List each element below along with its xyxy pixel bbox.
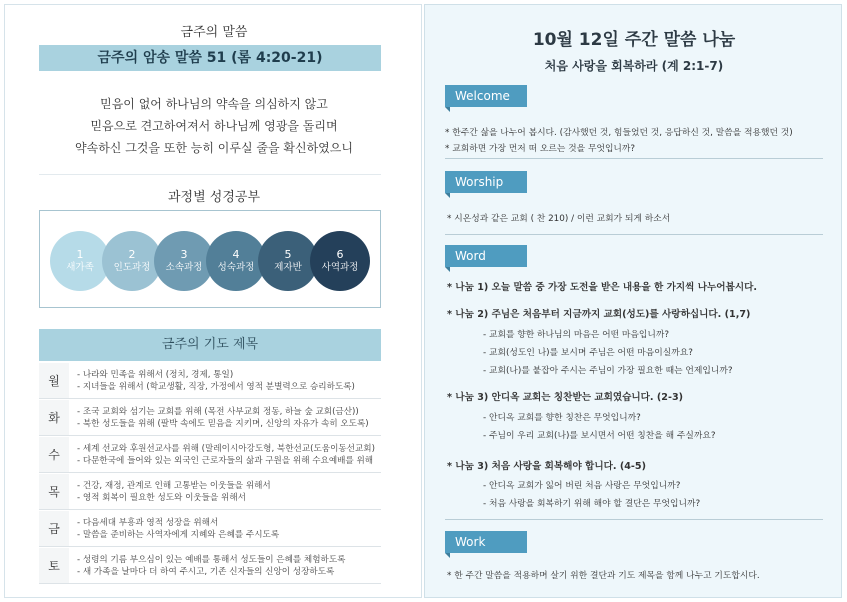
course-circle: 3 소속과정 (154, 231, 214, 291)
course-box (39, 210, 381, 308)
prayer-text: - 건강, 재정, 관계로 인해 고통받는 이웃들을 위해서 - 영적 회복이 필요한 성도와 이웃들을 위해서 (77, 480, 271, 503)
prayer-day: 토 (39, 548, 69, 583)
prayer-row (39, 474, 381, 510)
verse-line: 약속하신 그것을 또한 능히 이루실 줄을 확신하였으니 (75, 141, 353, 155)
prayer-day: 화 (39, 400, 69, 435)
word-subquestion: - 교회(성도인 나)를 보시며 주님은 어떤 마음이실까요? (483, 348, 693, 358)
prayer-text: - 세계 선교와 후원선교사를 위해 (말레이시아강도형, 북한선교(도움이동선교회) - 다문한국에 들어와 있는 외국인 근로자들의 삶과 구원을 위해 수요예배를 위해 (77, 443, 375, 466)
welcome-line: * 교회하면 가장 먼저 떠 오르는 것을 무엇입니까? (445, 144, 636, 154)
word-tag: Word (445, 245, 527, 267)
word-subquestion: - 주님이 우리 교회(나)를 보시면서 어떤 칭찬을 해 주실까요? (483, 431, 716, 441)
welcome-line: * 한주간 삶을 나누어 봅시다. (감사했던 것, 힘들었던 것, 응답하신 것, 말씀을 적용했던 것) (445, 128, 793, 138)
divider (445, 158, 823, 159)
left-panel (4, 4, 422, 598)
worship-line: * 시온성과 같은 교회 ( 찬 210) / 이런 교회가 되게 하소서 (447, 214, 671, 224)
word-question: * 나눔 3) 처음 사랑을 회복해야 합니다. (4-5) (447, 461, 646, 472)
word-subquestion: - 처음 사랑을 회복하기 위해 해야 할 결단은 무엇입니까? (483, 499, 701, 509)
prayer-row (39, 511, 381, 547)
prayer-day: 수 (39, 437, 69, 472)
memory-verse-bar: 금주의 암송 말씀 51 (롬 4:20-21) (39, 45, 381, 71)
course-circle: 2 인도과정 (102, 231, 162, 291)
course-circle: 4 성숙과정 (206, 231, 266, 291)
divider (445, 234, 823, 235)
word-question: * 나눔 1) 오늘 말씀 중 가장 도전을 받은 내용을 한 가지씩 나누어봅시다. (447, 282, 758, 293)
prayer-title: 금주의 기도 제목 (39, 329, 381, 361)
prayer-text: - 다음세대 부흥과 영적 성장을 위해서 - 말씀을 준비하는 사역자에게 지혜와 은혜를 주시도록 (77, 517, 280, 540)
prayer-row (39, 548, 381, 584)
worship-tag: Worship (445, 171, 527, 193)
word-subquestion: - 교회를 향한 하나님의 마음은 어떤 마음입니까? (483, 330, 670, 340)
divider (39, 174, 381, 175)
prayer-day: 금 (39, 511, 69, 546)
prayer-text: - 조국 교회와 섬기는 교회를 위해 (목전 사부교회 정동, 하늘 숲 교회(금산)) - 북한 성도들을 위해 (팔박 속에도 믿음을 지키며, 신앙의 자유가 속히 오도록) (77, 406, 369, 429)
work-tag: Work (445, 531, 527, 553)
prayer-text: - 성령의 기름 부으심이 있는 예배를 통해서 성도들이 은혜를 체험하도록 - 새 가족을 날마다 더 하여 주시고, 기존 신자들의 신앙이 성장하도록 (77, 554, 346, 577)
course-circle: 5 제자반 (258, 231, 318, 291)
prayer-day: 목 (39, 474, 69, 509)
welcome-tag: Welcome (445, 85, 527, 107)
word-question: * 나눔 3) 안디옥 교회는 칭찬받는 교회였습니다. (2-3) (447, 392, 684, 403)
prayer-text: - 나라와 민족을 위해서 (정치, 경제, 통일) - 지녀들을 위해서 (학교생활, 직장, 가정에서 영적 분별력으로 승리하도록) (77, 369, 355, 392)
prayer-day: 월 (39, 363, 69, 398)
word-subquestion: - 안디옥 교회를 향한 칭찬은 무엇입니까? (483, 413, 641, 423)
prayer-row (39, 400, 381, 436)
work-line: * 한 주간 말씀을 적용하며 살기 위한 결단과 기도 제목을 함께 나누고 기도합시다. (447, 571, 760, 581)
word-subquestion: - 안디옥 교회가 잃어 버린 처음 사랑은 무엇입니까? (483, 481, 681, 491)
verse-line: 믿음이 없어 하나님의 약속을 의심하지 않고 (100, 97, 328, 111)
course-title: 과정별 성경공부 (167, 190, 261, 205)
page-subtitle: 처음 사랑을 회복하라 (계 2:1-7) (544, 59, 724, 73)
page-title: 10월 12일 주간 말씀 나눔 (532, 30, 736, 50)
word-question: * 나눔 2) 주님은 처음부터 지금까지 교회(성도)를 사랑하십니다. (1,7) (447, 309, 751, 320)
right-panel (424, 4, 842, 598)
divider (445, 519, 823, 520)
course-circle: 1 새가족 (50, 231, 110, 291)
section-title-word: 금주의 말씀 (180, 25, 248, 40)
word-subquestion: - 교회(나)를 붙잡아 주시는 주님이 가장 필요한 때는 언제입니까? (483, 366, 733, 376)
prayer-row (39, 437, 381, 473)
verse-line: 믿음으로 견고하여져서 하나님께 영광을 돌리며 (90, 119, 338, 133)
bulletin-page (4, 4, 842, 598)
prayer-row (39, 363, 381, 399)
course-circle: 6 사역과정 (310, 231, 370, 291)
